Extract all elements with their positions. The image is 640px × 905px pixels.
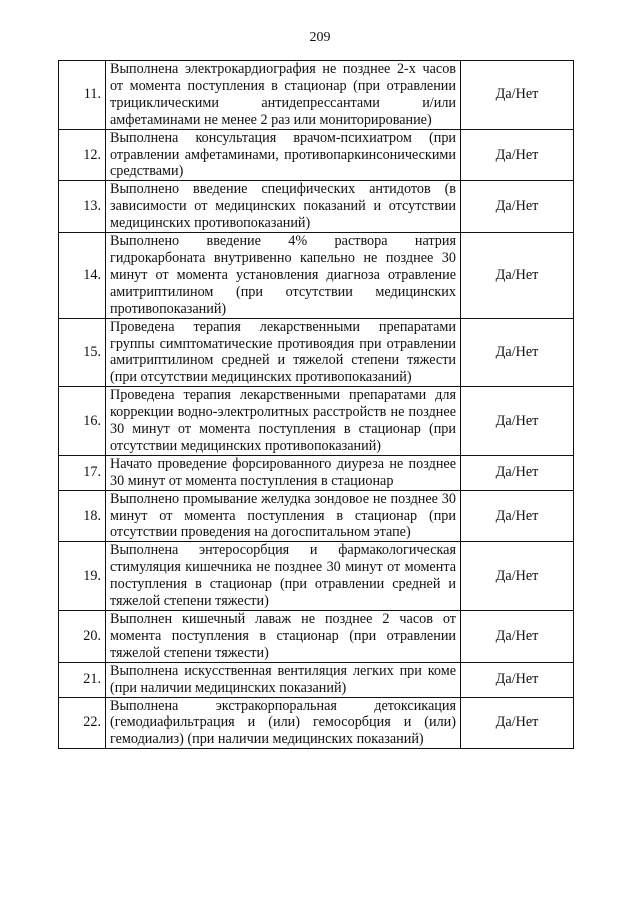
table-row — [59, 662, 574, 697]
criterion-text: Выполнена экстракорпоральная детоксикация (гемодиафильтрация и (или) гемосорбция и (или) гемодиализ) (при наличии медицинских показаний) — [106, 697, 461, 749]
answer-cell: Да/Нет — [461, 181, 574, 233]
answer-cell: Да/Нет — [461, 129, 574, 181]
row-number: 11. — [59, 61, 106, 130]
answer-cell: Да/Нет — [461, 387, 574, 456]
criterion-text: Начато проведение форсированного диуреза не позднее 30 минут от момента поступления в стационар — [106, 455, 461, 490]
answer-cell: Да/Нет — [461, 611, 574, 663]
row-number: 22. — [59, 697, 106, 749]
table-row — [59, 233, 574, 319]
row-number: 17. — [59, 455, 106, 490]
row-number: 21. — [59, 662, 106, 697]
page-number: 209 — [309, 30, 331, 45]
table-row — [59, 181, 574, 233]
answer-cell: Да/Нет — [461, 318, 574, 387]
criterion-text: Проведена терапия лекарственными препаратами для коррекции водно-электролитных расстройств не позднее 30 минут от момента поступления в стационар (при отсутствии медицинских противопоказаний) — [106, 387, 461, 456]
row-number: 20. — [59, 611, 106, 663]
criterion-text: Выполнено промывание желудка зондовое не позднее 30 минут от момента поступления в стационар (при отсутствии проведения на догоспитальном этапе) — [106, 490, 461, 542]
criterion-text: Выполнено введение 4% раствора натрия гидрокарбоната внутривенно капельно не позднее 30 минут от момента установления диагноза отравление амитриптилином (при отсутствии медицинских противопоказаний) — [106, 233, 461, 319]
answer-cell: Да/Нет — [461, 662, 574, 697]
criterion-text: Выполнен кишечный лаваж не позднее 2 часов от момента поступления в стационар (при отравлении тяжелой степени тяжести) — [106, 611, 461, 663]
row-number: 15. — [59, 318, 106, 387]
answer-cell: Да/Нет — [461, 455, 574, 490]
criterion-text: Выполнена искусственная вентиляция легких при коме (при наличии медицинских показаний) — [106, 662, 461, 697]
answer-cell: Да/Нет — [461, 233, 574, 319]
table-row — [59, 318, 574, 387]
criteria-table-body — [59, 61, 574, 749]
row-number: 18. — [59, 490, 106, 542]
table-row — [59, 387, 574, 456]
answer-cell: Да/Нет — [461, 61, 574, 130]
criterion-text: Выполнена электрокардиография не позднее 2-х часов от момента поступления в стационар (при отравлении трициклическими антидепрессантами и/или амфетаминами не менее 2 раз или мониторирование) — [106, 61, 461, 130]
row-number: 14. — [59, 233, 106, 319]
row-number: 16. — [59, 387, 106, 456]
row-number: 13. — [59, 181, 106, 233]
answer-cell: Да/Нет — [461, 542, 574, 611]
row-number: 12. — [59, 129, 106, 181]
quality-criteria-table — [58, 60, 574, 749]
table-row — [59, 455, 574, 490]
answer-cell: Да/Нет — [461, 490, 574, 542]
criterion-text: Выполнена энтеросорбция и фармакологическая стимуляция кишечника не позднее 30 минут от момента поступления в стационар (при отравлении средней и тяжелой степени тяжести) — [106, 542, 461, 611]
answer-cell: Да/Нет — [461, 697, 574, 749]
criterion-text: Выполнено введение специфических антидотов (в зависимости от медицинских показаний и отсутствии медицинских противопоказаний) — [106, 181, 461, 233]
row-number: 19. — [59, 542, 106, 611]
criterion-text: Проведена терапия лекарственными препаратами группы симптоматические противоядия при отравлении амитриптилином средней и тяжелой степени тяжести (при отсутствии медицинских противопоказаний) — [106, 318, 461, 387]
table-row — [59, 697, 574, 749]
table-row — [59, 490, 574, 542]
table-row — [59, 542, 574, 611]
table-row — [59, 61, 574, 130]
table-row — [59, 129, 574, 181]
criterion-text: Выполнена консультация врачом-психиатром (при отравлении амфетаминами, противопаркинсоническими средствами) — [106, 129, 461, 181]
table-row — [59, 611, 574, 663]
